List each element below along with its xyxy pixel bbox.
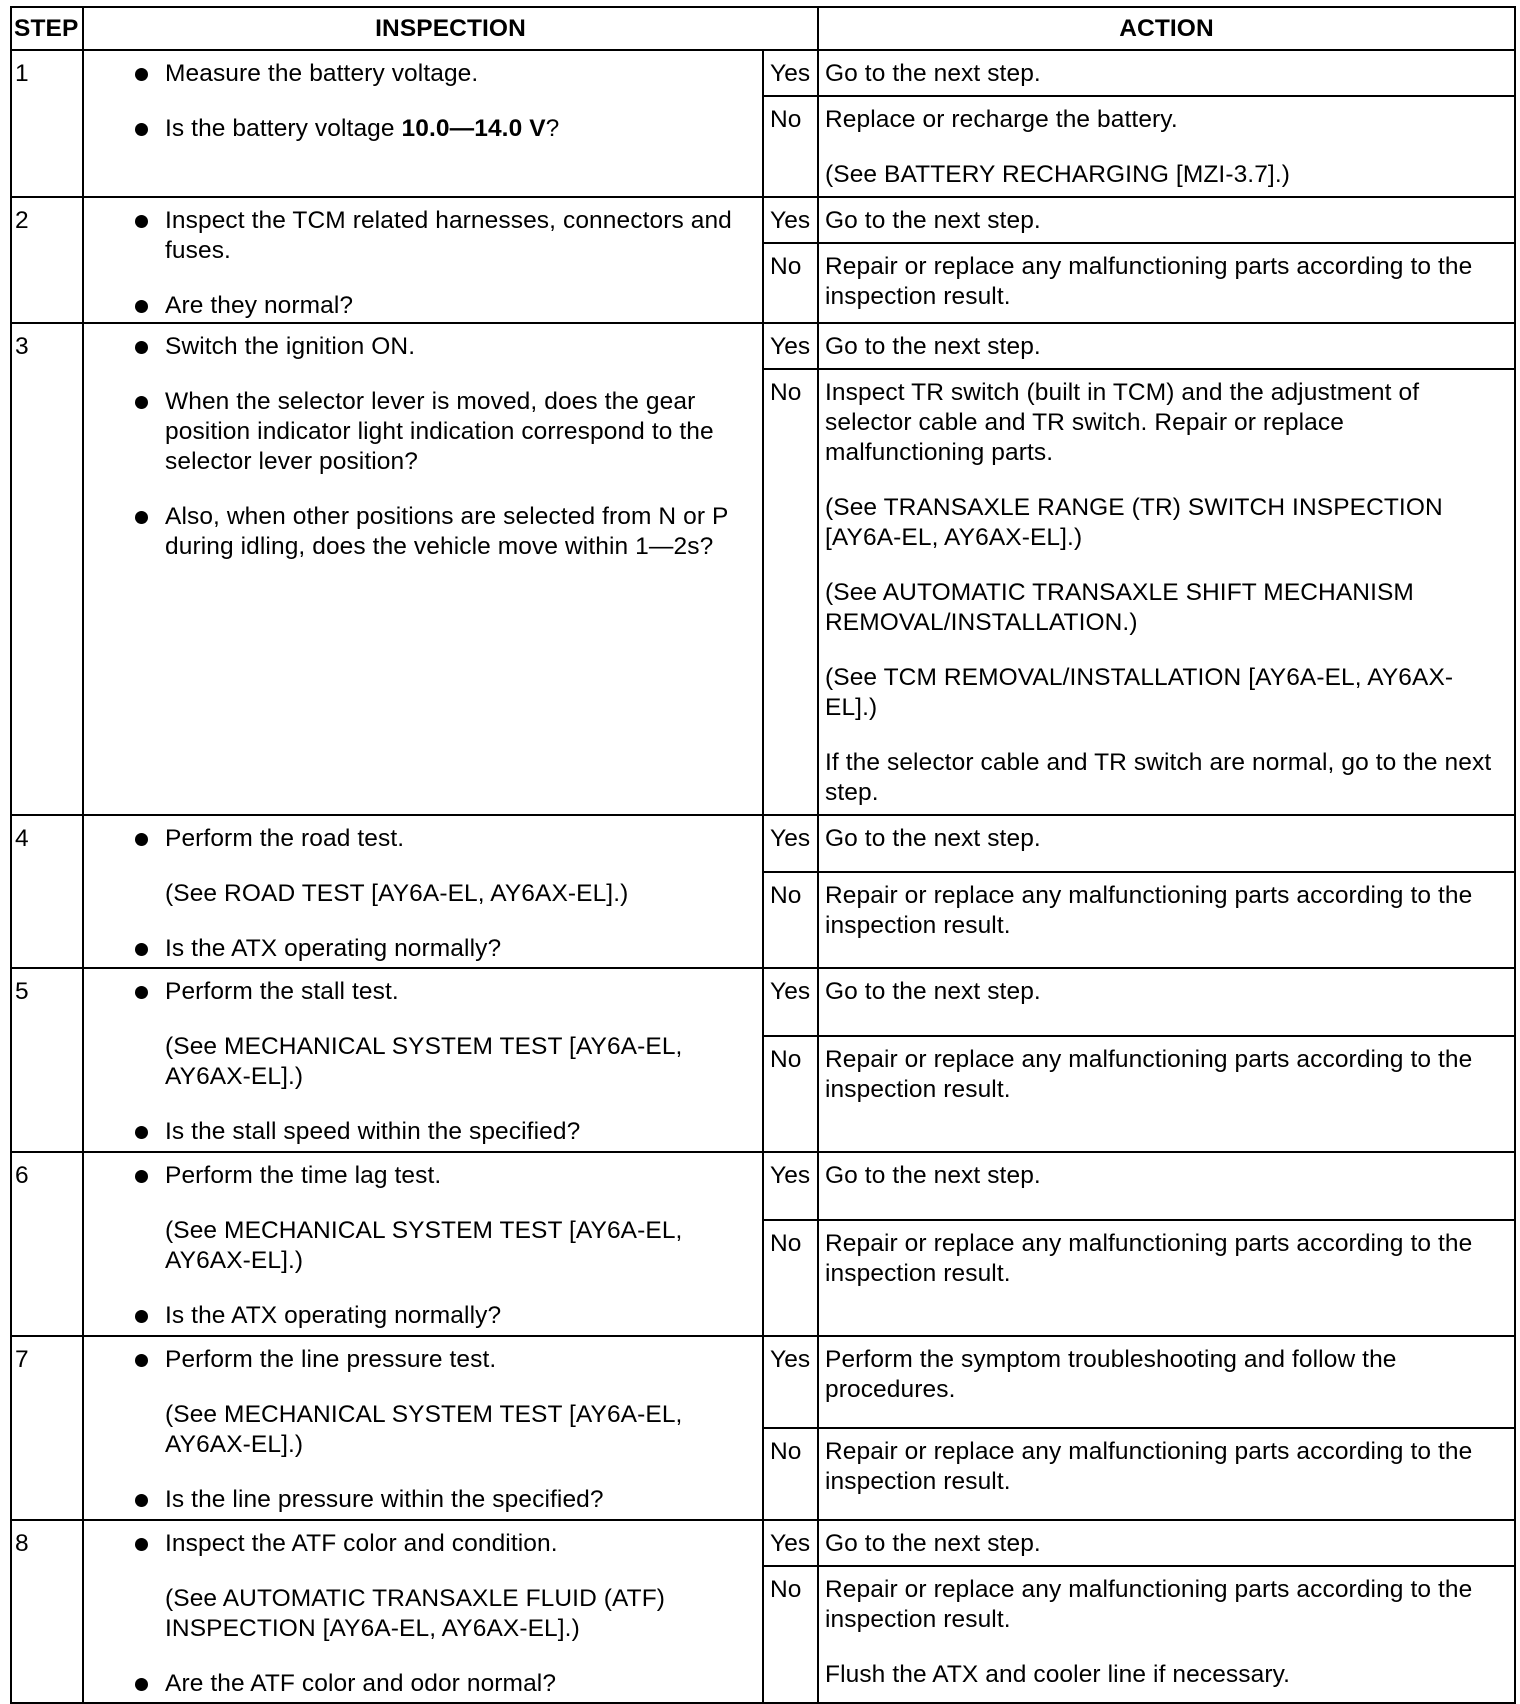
table-row xyxy=(11,1336,1515,1428)
inspection-header: INSPECTION xyxy=(83,7,818,50)
no-label: No xyxy=(763,243,818,323)
reference-text: (See AUTOMATIC TRANSAXLE FLUID (ATF) INSPECTION [AY6A-EL, AY6AX-EL].) xyxy=(165,1585,666,1642)
action-no: Repair or replace any malfunctioning parts according to the inspection result. xyxy=(818,1428,1515,1520)
action-yes: Go to the next step. xyxy=(818,50,1515,96)
bullet-item: Perform the stall test. xyxy=(84,977,754,1007)
action-yes: Perform the symptom troubleshooting and follow the procedures. xyxy=(818,1336,1515,1428)
bullet-item: Inspect the TCM related harnesses, connectors and fuses. xyxy=(84,206,754,266)
yes-label: Yes xyxy=(763,815,818,872)
action-no: Repair or replace any malfunctioning parts according to the inspection result. xyxy=(818,1220,1515,1336)
reference-text: (See MECHANICAL SYSTEM TEST [AY6A-EL, AY6AX-EL].) xyxy=(165,1033,683,1090)
reference-text: (See MECHANICAL SYSTEM TEST [AY6A-EL, AY6AX-EL].) xyxy=(165,1401,683,1458)
action-yes: Go to the next step. xyxy=(818,815,1515,872)
no-label: No xyxy=(763,872,818,968)
action-yes: Go to the next step. xyxy=(818,968,1515,1036)
inspection-cell xyxy=(83,1336,763,1520)
no-label: No xyxy=(763,1220,818,1336)
action-yes: Go to the next step. xyxy=(818,197,1515,243)
bullet-item: Are the ATF color and odor normal? xyxy=(84,1669,754,1699)
no-label: No xyxy=(763,96,818,197)
action-no: Replace or recharge the battery. (See BATTERY RECHARGING [MZI-3.7].) xyxy=(818,96,1515,197)
step-number: 7 xyxy=(11,1336,83,1520)
action-no: Inspect TR switch (built in TCM) and the adjustment of selector cable and TR switch. Repair or replace malfunctioning parts. (See TRANSAXLE RANGE (TR) SWITCH INSPECTION [AY6A-EL, AY6AX-EL].) (See AUTOMATIC TRANSAXLE SHIFT MECHANISM REMOVAL/INSTALLATION.) (See TCM REMOVAL/INSTALLATION [AY6A-EL, AY6AX-EL].) If the selector cable and TR switch are normal, go to the next step. xyxy=(818,369,1515,815)
inspection-cell xyxy=(83,50,763,197)
step-number: 5 xyxy=(11,968,83,1152)
table-row xyxy=(11,197,1515,243)
yes-label: Yes xyxy=(763,1520,818,1566)
header-row xyxy=(11,7,1515,50)
table-row xyxy=(11,50,1515,96)
inspection-cell xyxy=(83,815,763,968)
bullet-item: Perform the line pressure test. xyxy=(84,1345,754,1375)
bullet-item: Switch the ignition ON. xyxy=(84,332,754,362)
table-row xyxy=(11,323,1515,369)
action-no: Repair or replace any malfunctioning parts according to the inspection result. xyxy=(818,243,1515,323)
bullet-item: Is the ATX operating normally? xyxy=(84,934,754,964)
troubleshooting-table xyxy=(10,6,1516,1704)
no-label: No xyxy=(763,1428,818,1520)
yes-label: Yes xyxy=(763,50,818,96)
step-number: 6 xyxy=(11,1152,83,1336)
table-row xyxy=(11,815,1515,872)
bullet-item: Perform the road test. xyxy=(84,824,754,854)
inspection-cell xyxy=(83,1152,763,1336)
step-header: STEP xyxy=(11,7,83,50)
action-yes: Go to the next step. xyxy=(818,1520,1515,1566)
bullet-item: Is the line pressure within the specified? xyxy=(84,1485,754,1515)
bullet-item: Is the ATX operating normally? xyxy=(84,1301,754,1331)
yes-label: Yes xyxy=(763,968,818,1036)
step-number: 4 xyxy=(11,815,83,968)
inspection-cell xyxy=(83,197,763,323)
bullet-item: Are they normal? xyxy=(84,291,754,321)
bullet-item: Measure the battery voltage. xyxy=(84,59,754,89)
inspection-cell xyxy=(83,1520,763,1703)
step-number: 1 xyxy=(11,50,83,197)
table-row xyxy=(11,1520,1515,1566)
inspection-cell xyxy=(83,323,763,815)
no-label: No xyxy=(763,1036,818,1152)
step-number: 8 xyxy=(11,1520,83,1703)
action-no: Repair or replace any malfunctioning parts according to the inspection result. xyxy=(818,1036,1515,1152)
bullet-item: Inspect the ATF color and condition. xyxy=(84,1529,754,1559)
bullet-item: When the selector lever is moved, does the gear position indicator light indication correspond to the selector lever position? xyxy=(84,387,754,477)
no-label: No xyxy=(763,1566,818,1703)
bullet-item: Is the stall speed within the specified? xyxy=(84,1117,754,1147)
bullet-item: Is the battery voltage 10.0—14.0 V? xyxy=(84,114,754,144)
reference-text: (See ROAD TEST [AY6A-EL, AY6AX-EL].) xyxy=(165,880,629,907)
bullet-item: Also, when other positions are selected from N or P during idling, does the vehicle move within 1—2s? xyxy=(84,502,754,562)
step-number: 2 xyxy=(11,197,83,323)
action-yes: Go to the next step. xyxy=(818,323,1515,369)
action-no: Repair or replace any malfunctioning parts according to the inspection result. Flush the ATX and cooler line if necessary. xyxy=(818,1566,1515,1703)
bullet-item: Perform the time lag test. xyxy=(84,1161,754,1191)
reference-text: (See MECHANICAL SYSTEM TEST [AY6A-EL, AY6AX-EL].) xyxy=(165,1217,683,1274)
step-number: 3 xyxy=(11,323,83,815)
yes-label: Yes xyxy=(763,1152,818,1220)
action-yes: Go to the next step. xyxy=(818,1152,1515,1220)
yes-label: Yes xyxy=(763,197,818,243)
action-no: Repair or replace any malfunctioning parts according to the inspection result. xyxy=(818,872,1515,968)
table-row xyxy=(11,1152,1515,1220)
yes-label: Yes xyxy=(763,323,818,369)
table-row xyxy=(11,968,1515,1036)
action-header: ACTION xyxy=(818,7,1515,50)
inspection-cell xyxy=(83,968,763,1152)
no-label: No xyxy=(763,369,818,815)
yes-label: Yes xyxy=(763,1336,818,1428)
